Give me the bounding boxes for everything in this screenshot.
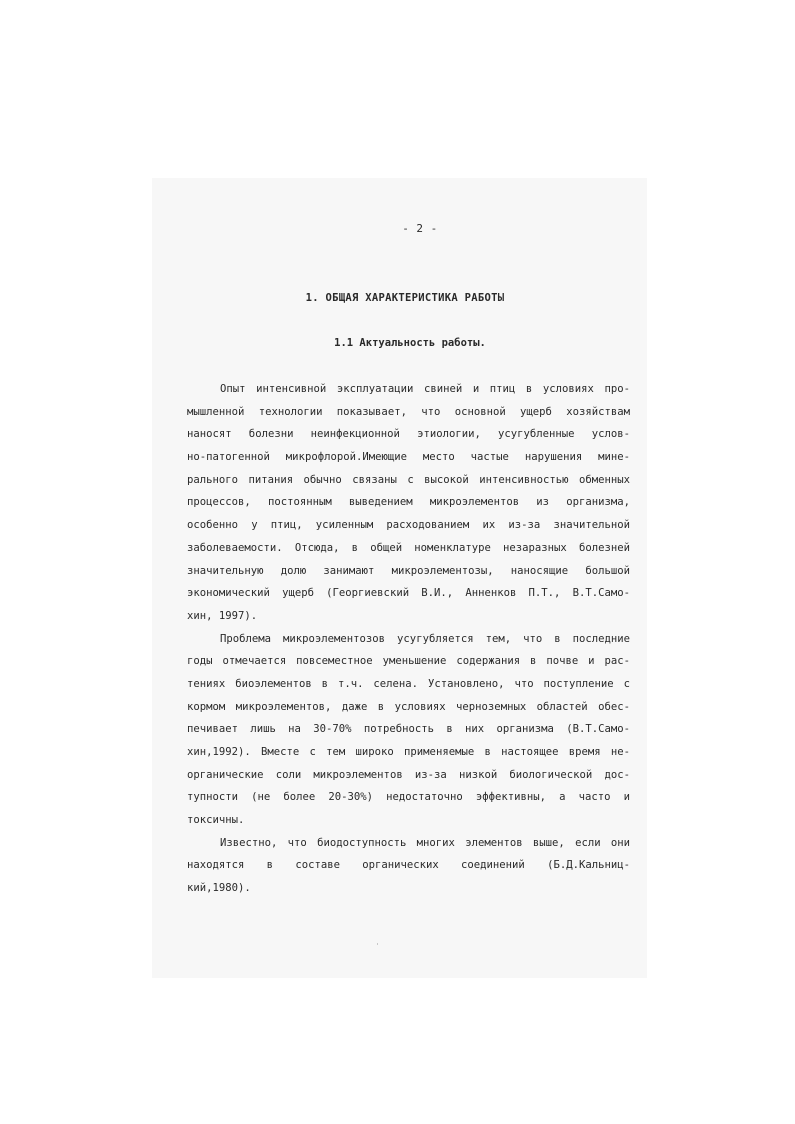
text-line: экономический ущерб (Георгиевский В.И., Анненков П.Т., В.Т.Само- [187,587,630,600]
text-line: кий,1980). [187,882,251,895]
text-line: значительную долю занимают микроэлементозы, наносящие большой [187,564,630,577]
text-line: заболеваемости. Отсюда, в общей номенклатуре незаразных болезней [187,541,630,554]
text-line: особенно у птиц, усиленным расходованием их из-за значительной [187,519,630,532]
text-line: печивает лишь на 30-70% потребность в них организма (В.Т.Само- [187,723,630,736]
section-title: 1. ОБЩАЯ ХАРАКТЕРИСТИКА РАБОТЫ [305,292,505,304]
text-line: Известно, что биодоступность многих элементов выше, если они [220,836,630,849]
text-line: но-патогенной микрофлорой.Имеющие место частые нарушения мине- [187,451,630,464]
page-number: - 2 - [402,222,438,235]
body-text [187,378,630,900]
text-line: процессов, постоянным выведением микроэлементов из организма, [187,496,630,509]
text-line: токсичны. [187,814,245,827]
text-line: кормом микроэлементов, даже в условиях черноземных областей обес- [187,700,630,713]
text-line: Опыт интенсивной эксплуатации свиней и птиц в условиях про- [220,383,630,395]
text-line: тениях биоэлементов в т.ч. селена. Установлено, что поступление с [187,677,630,690]
text-line: мышленной технологии показывает, что основной ущерб хозяйствам [187,405,630,418]
paragraph-3 [187,832,630,900]
paragraph-2 [187,628,630,832]
subsection-title: 1.1 Актуальность работы. [334,337,486,349]
text-line: хин, 1997). [187,609,258,622]
text-line: Проблема микроэлементозов усугубляется тем, что в последние [220,632,630,645]
text-line: наносят болезни неинфекционной этиологии, усугубленные услов- [187,428,630,441]
text-line: рального питания обычно связаны с высокой интенсивностью обменных [187,473,630,486]
text-line: тупности (не более 20-30%) недостаточно эффективны, а часто и [187,791,630,804]
text-line: находятся в составе органических соединений (Б.Д.Кальниц- [187,859,630,872]
text-line: органические соли микроэлементов из-за низкой биологической дос- [187,768,630,781]
text-line: хин,1992). Вместе с тем широко применяемые в настоящее время не- [187,746,630,758]
scan-speck [377,943,378,945]
text-line: годы отмечается повсеместное уменьшение содержания в почве и рас- [187,655,630,668]
paragraph-1 [187,378,630,628]
